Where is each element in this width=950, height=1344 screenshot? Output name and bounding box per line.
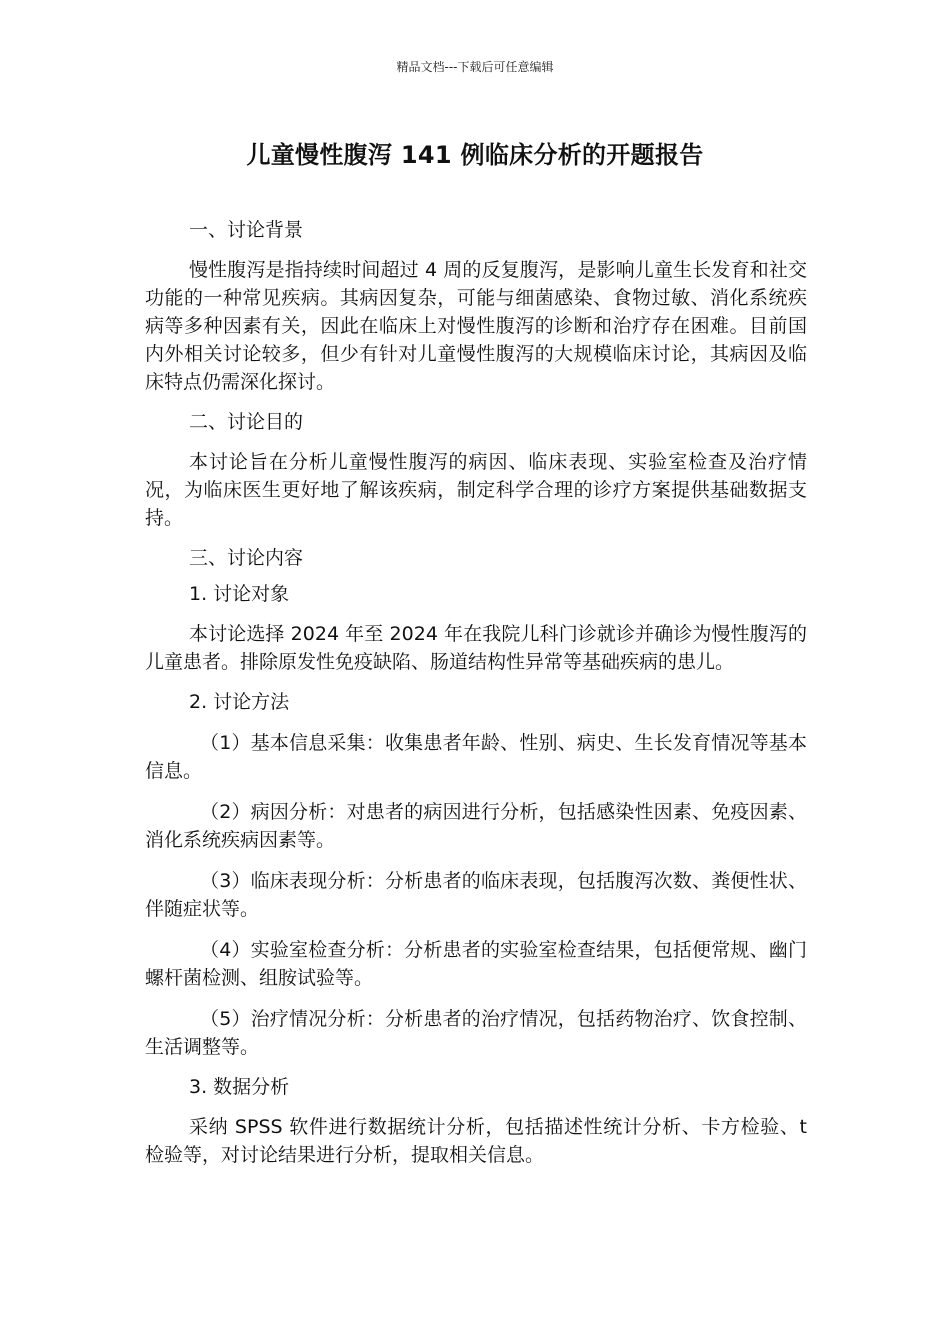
document-body	[145, 216, 807, 1169]
paragraph-purpose: 本讨论旨在分析儿童慢性腹泻的病因、临床表现、实验室检查及治疗情况，为临床医生更好地了解该疾病，制定科学合理的诊疗方案提供基础数据支持。	[145, 451, 807, 529]
method-item-2: （2）病因分析：对患者的病因进行分析，包括感染性因素、免疫因素、消化系统疾病因素等。	[145, 801, 807, 851]
paragraph-subjects: 本讨论选择 2024 年至 2024 年在我院儿科门诊就诊并确诊为慢性腹泻的儿童患者。排除原发性免疫缺陷、肠道结构性异常等基础疾病的患儿。	[145, 623, 807, 673]
section-heading-content: 三、讨论内容	[189, 547, 304, 569]
subsection-heading-data-analysis: 3. 数据分析	[189, 1076, 290, 1098]
paragraph-data-analysis: 采纳 SPSS 软件进行数据统计分析，包括描述性统计分析、卡方检验、t 检验等，对讨论结果进行分析，提取相关信息。	[145, 1116, 807, 1166]
section-heading-purpose: 二、讨论目的	[189, 411, 304, 433]
section-heading-background: 一、讨论背景	[189, 219, 304, 241]
document-title: 儿童慢性腹泻 141 例临床分析的开题报告	[246, 141, 704, 169]
method-item-1: （1）基本信息采集：收集患者年龄、性别、病史、生长发育情况等基本信息。	[145, 732, 807, 782]
method-item-4: （4）实验室检查分析：分析患者的实验室检查结果，包括便常规、幽门螺杆菌检测、组胺试验等。	[145, 939, 807, 989]
method-item-5: （5）治疗情况分析：分析患者的治疗情况，包括药物治疗、饮食控制、生活调整等。	[145, 1008, 807, 1058]
subsection-heading-subjects: 1. 讨论对象	[189, 583, 290, 605]
page-header: 精品文档---下载后可任意编辑	[396, 60, 554, 74]
subsection-heading-methods: 2. 讨论方法	[189, 691, 290, 713]
method-item-3: （3）临床表现分析：分析患者的临床表现，包括腹泻次数、粪便性状、伴随症状等。	[145, 870, 807, 920]
paragraph-background: 慢性腹泻是指持续时间超过 4 周的反复腹泻，是影响儿童生长发育和社交功能的一种常见疾病。其病因复杂，可能与细菌感染、食物过敏、消化系统疾病等多种因素有关，因此在临床上对慢性腹泻的诊断和治疗存在困难。目前国内外相关讨论较多，但少有针对儿童慢性腹泻的大规模临床讨论，其病因及临床特点仍需深化探讨。	[145, 259, 807, 393]
